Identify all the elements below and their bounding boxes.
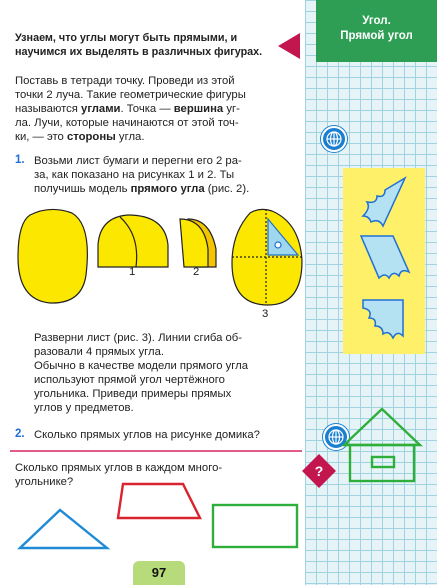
task1-continuation [34,331,304,415]
theory-line3-a: называются [15,103,82,115]
folded-once-shape [98,215,168,267]
theory-line2: точки 2 луча. Такие геометрические фигуры [15,89,246,101]
term-vertex: вершина [173,103,224,115]
task1-cont-line6: углов у предметов. [34,402,134,414]
page-number: 97 [133,561,185,585]
task1-cont-line4: используют прямой угол чертёжного [34,374,225,386]
task1-cont-line3: Обычно в качестве модели прямого угла [34,360,249,372]
theory-line5-a: ки, — это [15,131,67,143]
set-square-2 [361,236,409,278]
intro-text [15,31,277,59]
set-square-3 [363,300,403,338]
house-drawing [340,405,425,485]
task1-cont-line2: разовали 4 прямых угла. [34,346,164,358]
task1-text [34,154,304,196]
set-square-1 [363,178,405,226]
task1-line1: Возьми лист бумаги и перегни его 2 ра- [34,155,242,167]
task1-cont-line5: угольника. Приведи примеры прямых [34,388,232,400]
question-mark-glyph: ? [314,463,324,479]
theory-line4: ла. Лучи, которые начинаются от этой точ- [15,117,239,129]
globe-icon [321,126,347,152]
trapezoid-polygon [118,484,200,518]
polygons [15,480,305,555]
theory-line3 [15,102,303,116]
lesson-title-tab [316,0,437,62]
theory-line1: Поставь в тетради точку. Проведи из этой [15,75,235,87]
task3-line1: Сколько прямых углов в каждом много- [15,462,223,474]
folding-figures [10,205,305,315]
paper-sheet-shape [18,209,87,303]
task1-line2: за, как показано на рисунках 1 и 2. Ты [34,169,235,181]
task1-number: 1. [15,154,25,166]
house-roof [344,409,420,445]
set-square-illustrations [343,168,425,354]
theory-line3-c: . Точка — [120,103,174,115]
intro-line2: научимся их выделять в различных фигурах. [15,46,263,58]
task1-line3-a: получишь модель [34,183,131,195]
lesson-title-line2: Прямой угол [340,30,413,42]
figure-label-3: 3 [262,308,269,320]
theory-line3-e: уг- [223,103,240,115]
task1-cont-line1: Разверни лист (рис. 3). Линии сгиба об- [34,332,243,344]
task3-line2: угольнике? [15,476,74,488]
term-angles: углами [81,103,121,115]
figure-label-2: 2 [193,266,200,278]
rectangle-polygon [213,505,297,547]
term-right-angle: прямого угла [130,183,205,195]
theory-line5-c: угла. [115,131,145,143]
task1-line3 [34,182,304,196]
term-sides: стороны [66,131,116,143]
figure-label-1: 1 [129,266,136,278]
lesson-title-line1: Угол. [362,15,391,27]
section-divider [10,450,302,452]
theory-line5 [15,130,303,144]
triangle-polygon [20,510,107,548]
question-mark-icon [302,454,336,488]
task2-text: Сколько прямых углов на рисунке домика? [34,429,260,441]
unfolded-sheet-shape [232,209,302,305]
task2-number: 2. [15,428,25,440]
intro-line1: Узнаем, что углы могут быть прямыми, и [15,32,238,44]
task1-line3-c: (рис. 2). [204,183,250,195]
house-walls [350,445,414,481]
house-window [372,457,394,467]
theory-text [15,74,303,144]
intro-marker-icon [278,33,300,59]
